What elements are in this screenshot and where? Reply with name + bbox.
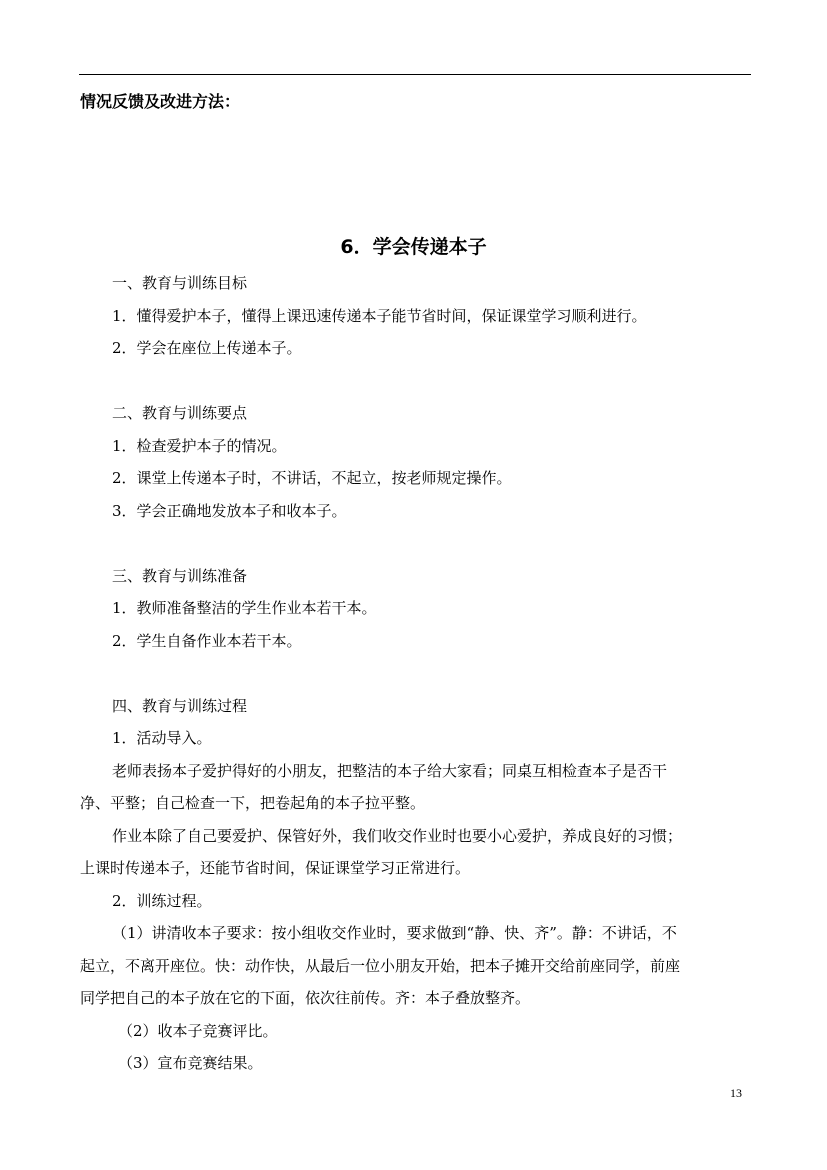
sub-step-2: （2）收本子竞赛评比。 <box>118 1022 278 1040</box>
section-heading-goals: 一、教育与训练目标 <box>112 274 248 292</box>
key-point-item-2: 2．课堂上传递本子时，不讲话，不起立，按老师规定操作。 <box>112 469 512 487</box>
page-number: 13 <box>730 1086 742 1100</box>
lesson-title: 6．学会传递本子 <box>340 236 487 258</box>
feedback-heading: 情况反馈及改进方法： <box>80 92 241 111</box>
paragraph-line: 作业本除了自己要爱护、保管好外，我们收交作业时也要小心爱护，养成良好的习惯； <box>112 827 683 845</box>
paragraph-line: 上课时传递本子，还能节省时间，保证课堂学习正常进行。 <box>80 859 471 877</box>
process-step-1: 1．活动导入。 <box>112 729 212 747</box>
paragraph-line: 起立，不离开座位。快：动作快，从最后一位小朋友开始，把本子摊开交给前座同学，前座 <box>80 957 681 975</box>
paragraph-line: （1）讲清收本子要求：按小组收交作业时，要求做到“静、快、齐”。静：不讲话，不 <box>112 924 677 942</box>
paragraph-line: 净、平整；自己检查一下，把卷起角的本子拉平整。 <box>80 794 426 812</box>
section-heading-preparation: 三、教育与训练准备 <box>112 567 248 585</box>
sub-step-3: （3）宣布竞赛结果。 <box>118 1054 263 1072</box>
key-point-item-3: 3．学会正确地发放本子和收本子。 <box>112 502 347 520</box>
section-heading-process: 四、教育与训练过程 <box>112 697 248 715</box>
goal-item-1: 1．懂得爱护本子，懂得上课迅速传递本子能节省时间，保证课堂学习顺利进行。 <box>112 307 647 325</box>
header-rule <box>79 74 751 75</box>
preparation-item-2: 2．学生自备作业本若干本。 <box>112 632 302 650</box>
paragraph-line: 同学把自己的本子放在它的下面，依次往前传。齐：本子叠放整齐。 <box>80 989 531 1007</box>
process-step-2: 2．训练过程。 <box>112 892 212 910</box>
key-point-item-1: 1．检查爱护本子的情况。 <box>112 437 287 455</box>
goal-item-2: 2．学会在座位上传递本子。 <box>112 339 302 357</box>
preparation-item-1: 1．教师准备整洁的学生作业本若干本。 <box>112 599 377 617</box>
paragraph-line: 老师表扬本子爱护得好的小朋友，把整洁的本子给大家看；同桌互相检查本子是否干 <box>112 762 668 780</box>
section-heading-key-points: 二、教育与训练要点 <box>112 404 248 422</box>
